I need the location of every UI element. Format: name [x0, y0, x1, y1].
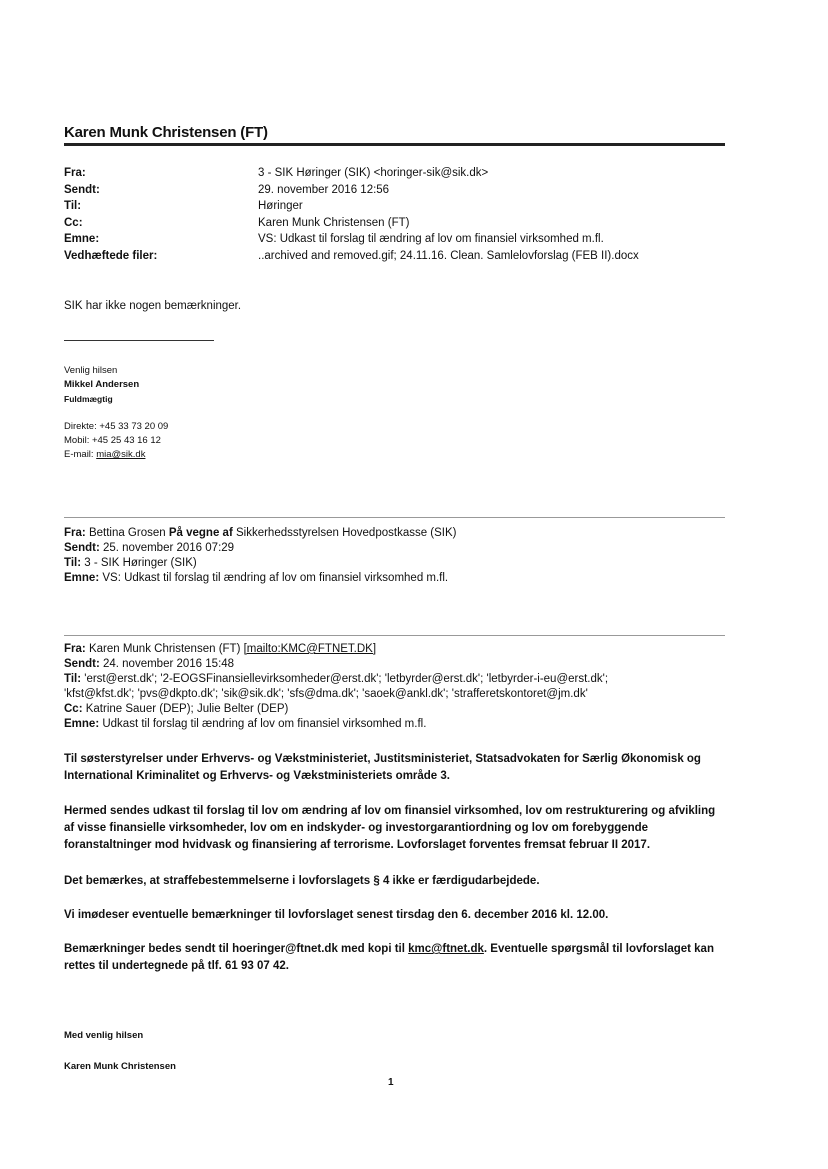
page-number: 1 — [388, 1077, 394, 1088]
paragraph-proposal: Hermed sendes udkast til forslag til lov om ændring af lov om finansiel virksomhed, lov om restrukturering og afvikling af visse finansielle virksomheder, lov om en indskyder- og investorgarantiordning og lov om forebyggende foranstaltninger mod hvidvask og finansiering af terrorisme. Lovforslaget forventes fremsat februar II 2017. — [64, 805, 716, 851]
title-rule — [64, 143, 725, 146]
header-value: 29. november 2016 12:56 — [258, 183, 390, 196]
paragraph-recipients: Til søsterstyrelser under Erhvervs- og Vækstministeriet, Justitsministeriet, Statsadvokaten for Særlig Økonomisk og International Kriminalitet og Erhvervs- og Vækstministeriets område 3. — [64, 753, 701, 782]
reply-body: SIK har ikke nogen bemærkninger. — [64, 300, 242, 312]
header-label: Cc: — [64, 216, 83, 229]
contact-email-link[interactable]: kmc@ftnet.dk — [408, 943, 484, 955]
forward-separator-2 — [64, 635, 725, 636]
header-value: Høringer — [258, 200, 303, 212]
document-title: Karen Munk Christensen (FT) — [64, 124, 268, 141]
header-row-cc — [64, 215, 639, 232]
paragraph-deadline: Vi imødeser eventuelle bemærkninger til lovforslaget senest tirsdag den 6. december 2016 kl. 12.00. — [64, 909, 609, 921]
fwd1-to-value: 3 - SIK Høringer (SIK) — [84, 557, 197, 569]
signature-greeting: Venlig hilsen — [64, 365, 118, 376]
header-label: Sendt: — [64, 183, 100, 196]
contact-suffix: . Eventuelle spørgsmål til lovforslaget kan rettes til undertegnede på tlf. 61 93 07 42. — [64, 943, 714, 972]
signature-email-line — [64, 448, 168, 462]
signature-name: Mikkel Andersen — [64, 379, 140, 390]
header-value: Karen Munk Christensen (FT) — [258, 216, 410, 229]
fwd2-sent-value: 24. november 2016 15:48 — [102, 658, 235, 670]
closing-greeting: Med venlig hilsen — [64, 1030, 144, 1041]
fwd1-to-label: Til: — [64, 557, 82, 569]
fwd2-to-line-2: 'kfst@kfst.dk'; 'pvs@dkpto.dk'; 'sik@sik.dk'; 'sfs@dma.dk'; 'saoek@ankl.dk'; 'strafferetskontoret@jm.dk' — [64, 688, 588, 700]
fwd2-from-name: Karen Munk Christensen (FT) — [88, 643, 241, 655]
signature-block — [64, 364, 168, 462]
forward-separator-1 — [64, 517, 725, 518]
closing-name: Karen Munk Christensen — [64, 1061, 176, 1072]
fwd2-to-line-1: 'erst@erst.dk'; '2-EOGSFinansiellevirksomheder@erst.dk'; 'letbyrder@erst.dk'; 'letbyrder-i-eu@erst.dk'; — [84, 673, 609, 685]
signature-role: Fuldmægtig — [64, 394, 113, 404]
header-value: 3 - SIK Høringer (SIK) <horinger-sik@sik.dk> — [258, 167, 489, 179]
header-row-from — [64, 165, 639, 182]
forward-header-1 — [64, 526, 457, 586]
header-label: Emne: — [64, 233, 100, 245]
paragraph-contact — [64, 941, 724, 975]
fwd2-sent-label: Sendt: — [64, 658, 100, 670]
header-label: Vedhæftede filer: — [64, 249, 158, 262]
header-value: VS: Udkast til forslag til ændring af lov om finansiel virksomhed m.fl. — [258, 233, 604, 245]
header-row-attachments — [64, 248, 639, 265]
header-label: Til: — [64, 200, 82, 212]
forward-header-2 — [64, 642, 608, 732]
email-header-table — [64, 165, 639, 264]
header-row-subject — [64, 231, 639, 248]
header-label: Fra: — [64, 167, 86, 179]
contact-prefix: Bemærkninger bedes sendt til hoeringer@ftnet.dk med kopi til — [64, 943, 409, 955]
fwd2-from-label: Fra: — [64, 643, 86, 655]
signature-email-link[interactable]: mia@sik.dk — [96, 449, 146, 460]
header-row-sent — [64, 182, 639, 199]
header-value: ..archived and removed.gif; 24.11.16. Clean. Samlelovforslag (FEB II).docx — [258, 249, 639, 262]
fwd1-subject-label: Emne: — [64, 572, 100, 584]
fwd2-to-label: Til: — [64, 673, 82, 685]
fwd2-cc-label: Cc: — [64, 703, 83, 715]
fwd2-subject-label: Emne: — [64, 718, 100, 730]
header-row-to — [64, 198, 639, 215]
fwd1-sent-value: 25. november 2016 07:29 — [102, 542, 235, 554]
fwd1-from-mailbox: Sikkerhedsstyrelsen Hovedpostkasse (SIK) — [235, 527, 457, 539]
signature-mobile-phone: Mobil: +45 25 43 16 12 — [64, 435, 161, 446]
fwd2-from-mailto[interactable]: [mailto:KMC@FTNET.DK] — [243, 643, 377, 655]
fwd1-subject-value: VS: Udkast til forslag til ændring af lov om finansiel virksomhed m.fl. — [102, 572, 449, 584]
paragraph-penalty-note: Det bemærkes, at straffebestemmelserne i lovforslagets § 4 ikke er færdigudarbejdede. — [64, 875, 540, 887]
signature-direct-phone: Direkte: +45 33 73 20 09 — [64, 421, 169, 432]
signature-email-label: E-mail: — [64, 449, 97, 460]
fwd1-from-name: Bettina Grosen — [88, 527, 166, 539]
signature-divider — [64, 340, 214, 341]
fwd2-subject-value: Udkast til forslag til ændring af lov om finansiel virksomhed m.fl. — [102, 718, 427, 730]
fwd1-on-behalf: På vegne af — [168, 527, 233, 539]
fwd1-from-label: Fra: — [64, 527, 86, 539]
fwd1-sent-label: Sendt: — [64, 542, 100, 554]
fwd2-cc-value: Katrine Sauer (DEP); Julie Belter (DEP) — [85, 703, 289, 715]
